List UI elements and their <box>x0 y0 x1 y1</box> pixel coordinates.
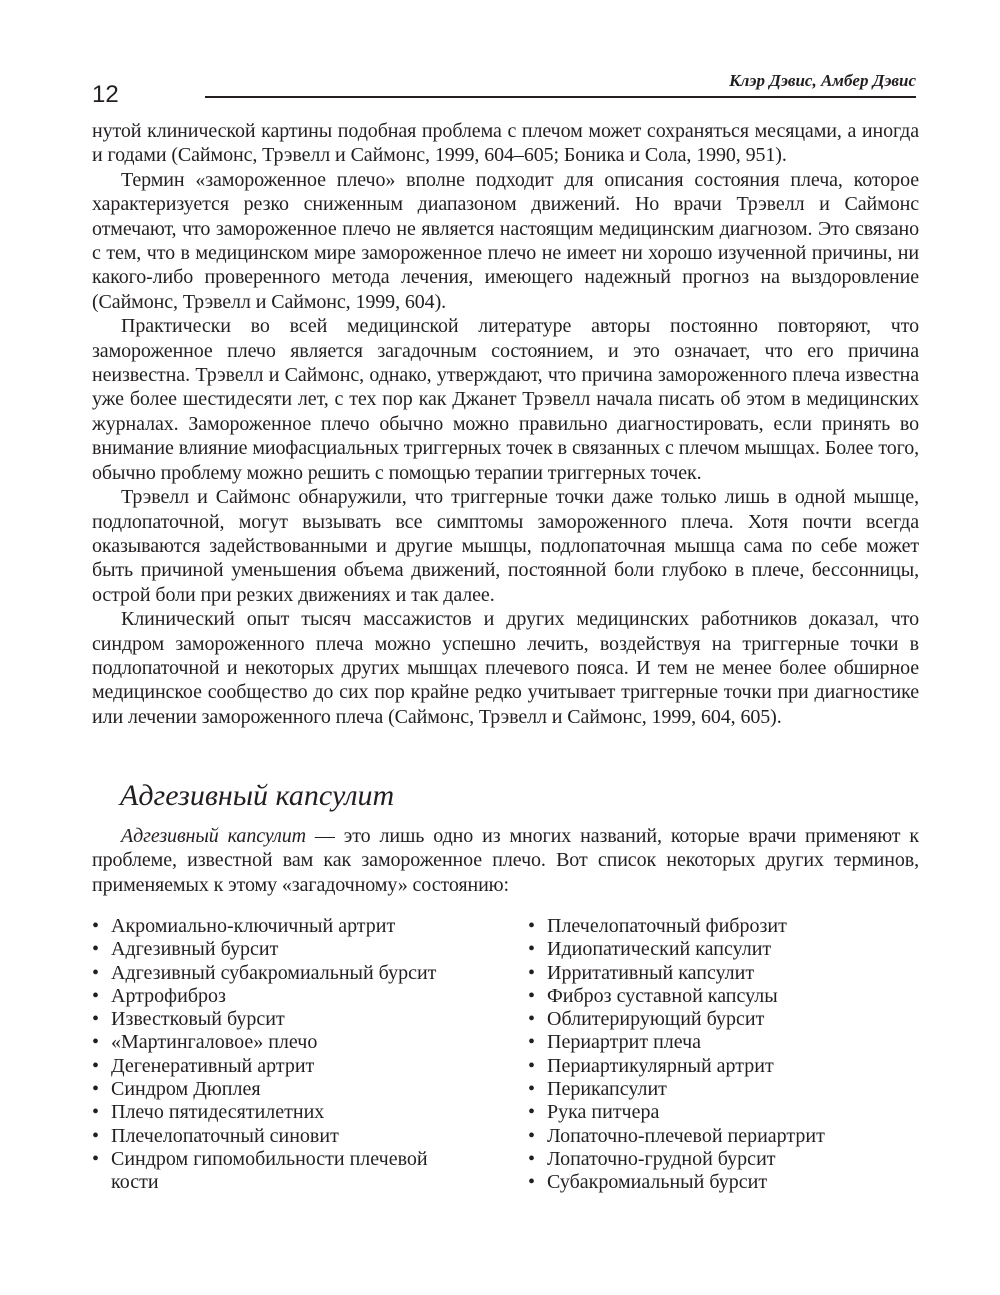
list-item: • Субакромиальный бурсит <box>528 1171 908 1194</box>
list-item: • Адгезивный бурсит <box>92 938 472 961</box>
paragraph: Трэвелл и Саймонс обнаружили, что триггерные точки даже только лишь в одной мышце, подлопаточной, могут вызывать все симптомы замороженного плеча. Хотя почти всегда оказываются задействованными и другие мышцы, подлопаточная мышца сама по себе может быть причиной уменьшения объема движений, постоянной боли глубоко в плече, бессонницы, острой боли при резких движениях и так далее. <box>92 486 919 606</box>
list-item: • Идиопатический капсулит <box>528 938 908 961</box>
list-item: • Синдром Дюплея <box>92 1078 472 1101</box>
paragraph: Клинический опыт тысяч массажистов и других медицинских работников доказал, что синдром замороженного плеча можно успешно лечить, воздействуя на триггерные точки в подлопаточной и некоторых других мышцах плечевого пояса. И тем не менее более обширное медицинское сообщество до сих пор крайне редко учитывает триггерные точки при диагностике или лечении замороженного плеча (Саймонс, Трэвелл и Саймонс, 1999, 604, 605). <box>92 608 919 728</box>
list-item: • Ирритативный капсулит <box>528 962 908 985</box>
list-item: • Лопаточно-грудной бурсит <box>528 1148 908 1171</box>
list-item: • Перикапсулит <box>528 1078 908 1101</box>
paragraph: нутой клинической картины подобная проблема с плечом может сохраняться месяцами, а иногда и годами (Саймонс, Трэвелл и Саймонс, 1999, 604–605; Боника и Сола, 1990, 951). <box>92 120 919 167</box>
header-rule <box>205 96 916 98</box>
intro-term: Адгезивный капсулит <box>121 825 306 847</box>
list-item: • Синдром гипомобильности плечевой кости <box>92 1148 472 1195</box>
list-item: • Лопаточно-плечевой периартрит <box>528 1125 908 1148</box>
section-intro <box>92 824 919 897</box>
page-number: 12 <box>92 81 119 108</box>
section-heading: Адгезивный капсулит <box>120 779 395 812</box>
list-item: • Акромиально-ключичный артрит <box>92 915 472 938</box>
list-item: • Фиброз суставной капсулы <box>528 985 908 1008</box>
running-header-authors: Клэр Дэвис, Амбер Дэвис <box>729 71 916 90</box>
list-item: • Артрофиброз <box>92 985 472 1008</box>
paragraph: Термин «замороженное плечо» вполне подходит для описания состояния плеча, которое характеризуется резко сниженным диапазоном движений. Но врачи Трэвелл и Саймонс отмечают, что замороженное плечо не является настоящим медицинским диагнозом. Это связано с тем, что в медицинском мире замороженное плечо не имеет ни хорошо изученной причины, ни какого-либо проверенного метода лечения, имеющего надежный прогноз на выздоровление (Саймонс, Трэвелл и Саймонс, 1999, 604). <box>92 168 919 313</box>
intro-rest: — это лишь одно из многих названий, которые врачи применяют к проблеме, известной вам как замороженное плечо. Вот список некоторых других терминов, применяемых к этому «загадочному» состоянию: <box>92 825 919 896</box>
list-item: • Облитерирующий бурсит <box>528 1008 908 1031</box>
list-item: • Плечелопаточный синовит <box>92 1125 472 1148</box>
list-item: • Периартрит плеча <box>528 1031 908 1054</box>
list-item: • «Мартингаловое» плечо <box>92 1031 472 1054</box>
list-item: • Плечелопаточный фиброзит <box>528 915 908 938</box>
body-text <box>92 119 919 729</box>
list-item: • Известковый бурсит <box>92 1008 472 1031</box>
list-item: • Плечо пятидесятилетних <box>92 1101 472 1124</box>
list-item: • Адгезивный субакромиальный бурсит <box>92 962 472 985</box>
term-list-right <box>528 915 908 1195</box>
term-list-left <box>92 915 472 1195</box>
list-item: • Дегенеративный артрит <box>92 1055 472 1078</box>
paragraph: Практически во всей медицинской литературе авторы постоянно повторяют, что замороженное плечо является загадочным состоянием, и это означает, что его причина неизвестна. Трэвелл и Саймонс, однако, утверждают, что причина замороженного плеча известна уже более шестидесяти лет, с тех пор как Джанет Трэвелл начала писать об этом в медицинских журналах. Замороженное плечо обычно можно правильно диагностировать, если принять во внимание влияние миофасциальных триггерных точек в связанных с плечом мышцах. Более того, обычно проблему можно решить с помощью терапии триггерных точек. <box>92 315 919 484</box>
list-item: • Рука питчера <box>528 1101 908 1124</box>
list-item: • Периартикулярный артрит <box>528 1055 908 1078</box>
intro-paragraph <box>92 824 919 897</box>
